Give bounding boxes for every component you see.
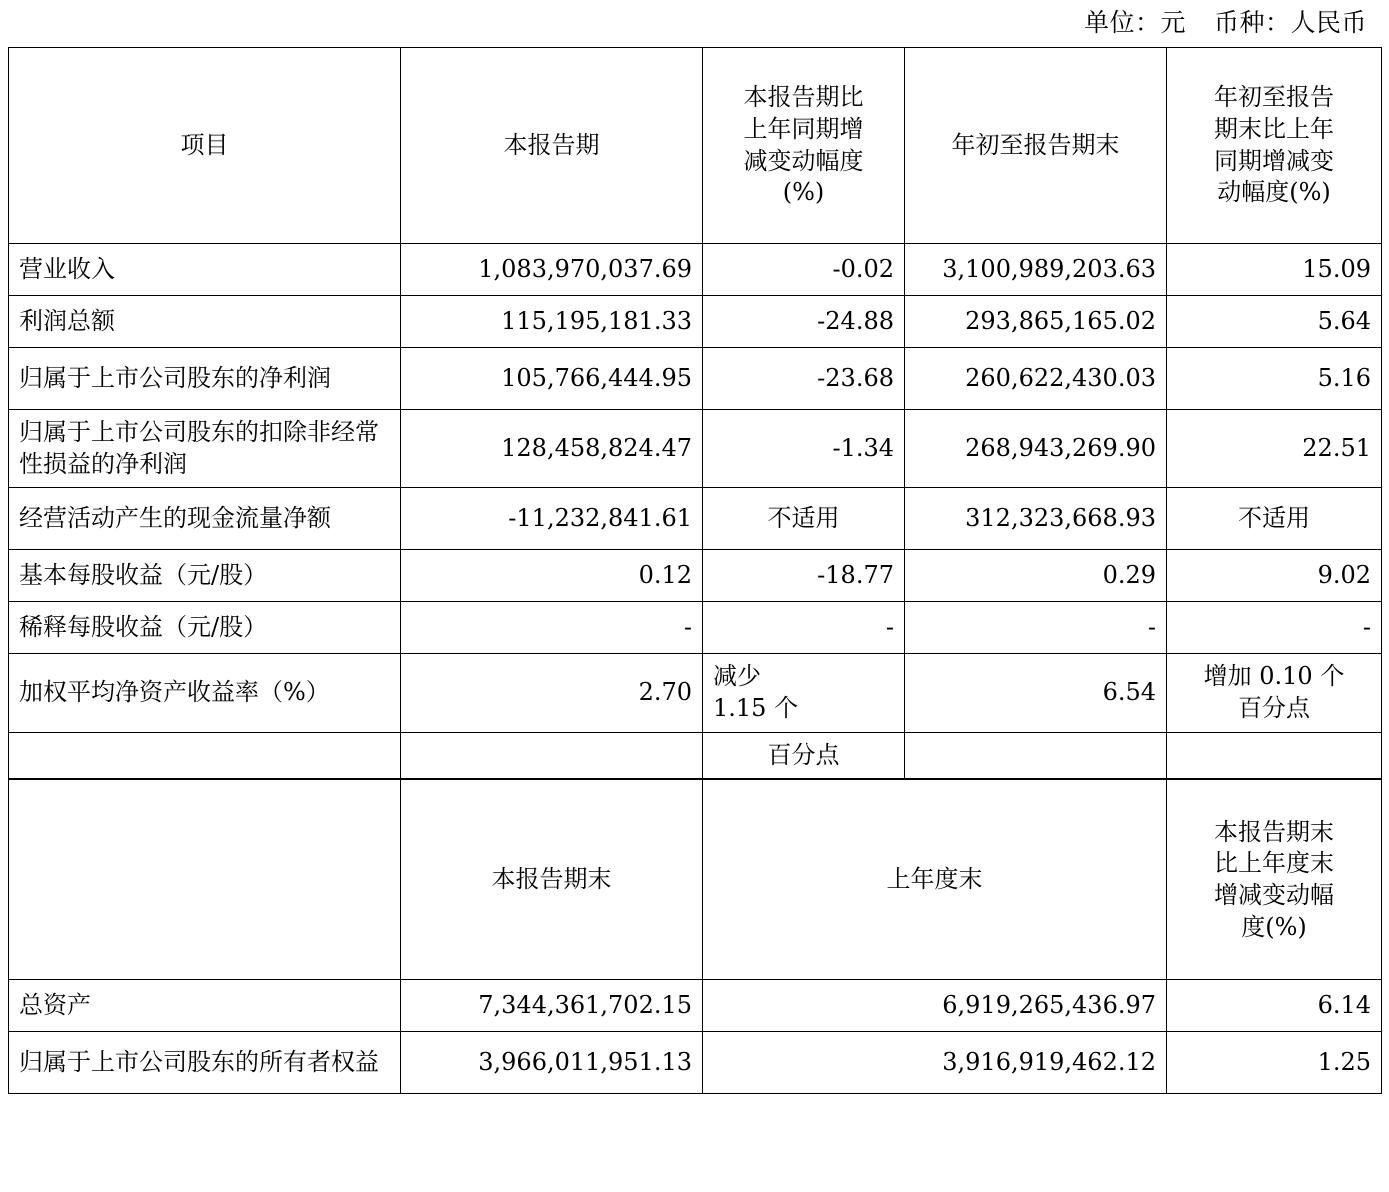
row-label: 经营活动产生的现金流量净额 <box>9 488 401 550</box>
row-label: 营业收入 <box>9 244 401 296</box>
row-label: 总资产 <box>9 980 401 1032</box>
row-change: 6.14 <box>1167 980 1382 1032</box>
row-ytd-change: 15.09 <box>1167 244 1382 296</box>
row-ytd: 293,865,165.02 <box>905 296 1167 348</box>
header-current-change: 本报告期比 上年同期增 减变动幅度 (%) <box>703 48 905 244</box>
table2-header-row <box>9 780 1382 980</box>
header-period-change: 本报告期末 比上年度末 增减变动幅 度(%) <box>1167 780 1382 980</box>
row-change: - <box>703 602 905 654</box>
overflow-empty-ytd <box>905 732 1167 779</box>
row-ytd: 6.54 <box>905 654 1167 732</box>
quarterly-financial-table <box>8 47 1382 779</box>
row-change: 减少 1.15 个 <box>703 654 905 732</box>
row-current: 3,966,011,951.13 <box>401 1032 703 1094</box>
balance-sheet-table <box>8 779 1382 1094</box>
table-row <box>9 1032 1382 1094</box>
row-ytd: - <box>905 602 1167 654</box>
row-label: 归属于上市公司股东的所有者权益 <box>9 1032 401 1094</box>
header-period-end: 本报告期末 <box>401 780 703 980</box>
row-change: -24.88 <box>703 296 905 348</box>
table-row <box>9 654 1382 732</box>
row-ytd-change: 不适用 <box>1167 488 1382 550</box>
row-label: 稀释每股收益（元/股） <box>9 602 401 654</box>
row-current: 1,083,970,037.69 <box>401 244 703 296</box>
currency-label: 币种：人民币 <box>1213 8 1367 37</box>
header-prev-year-end: 上年度末 <box>703 780 1167 980</box>
overflow-change-continued: 百分点 <box>703 732 905 779</box>
header-ytd: 年初至报告期末 <box>905 48 1167 244</box>
row-change: 不适用 <box>703 488 905 550</box>
row-prev: 6,919,265,436.97 <box>703 980 1167 1032</box>
table-row <box>9 488 1382 550</box>
row-current: 0.12 <box>401 550 703 602</box>
row-change: -0.02 <box>703 244 905 296</box>
row-prev: 3,916,919,462.12 <box>703 1032 1167 1094</box>
row-label: 归属于上市公司股东的净利润 <box>9 348 401 410</box>
header-ytd-change: 年初至报告 期末比上年 同期增减变 动幅度(%) <box>1167 48 1382 244</box>
table-header-row <box>9 48 1382 244</box>
row-current: - <box>401 602 703 654</box>
row-change: -1.34 <box>703 410 905 488</box>
row-ytd-change: - <box>1167 602 1382 654</box>
table-row <box>9 348 1382 410</box>
row-ytd-change: 5.64 <box>1167 296 1382 348</box>
header-current-period: 本报告期 <box>401 48 703 244</box>
overflow-empty-ytd-change <box>1167 732 1382 779</box>
row-ytd-change: 9.02 <box>1167 550 1382 602</box>
row-current: 115,195,181.33 <box>401 296 703 348</box>
unit-label: 单位：元 <box>1083 8 1186 37</box>
row-change: 1.25 <box>1167 1032 1382 1094</box>
row-ytd-change: 5.16 <box>1167 348 1382 410</box>
row-label: 归属于上市公司股东的扣除非经常性损益的净利润 <box>9 410 401 488</box>
row-current: -11,232,841.61 <box>401 488 703 550</box>
table-row <box>9 296 1382 348</box>
table-row <box>9 980 1382 1032</box>
row-current: 7,344,361,702.15 <box>401 980 703 1032</box>
row-ytd: 268,943,269.90 <box>905 410 1167 488</box>
row-ytd: 260,622,430.03 <box>905 348 1167 410</box>
table-row <box>9 244 1382 296</box>
row-current: 128,458,824.47 <box>401 410 703 488</box>
row-ytd: 312,323,668.93 <box>905 488 1167 550</box>
row-change: -18.77 <box>703 550 905 602</box>
header-empty <box>9 780 401 980</box>
row-ytd: 3,100,989,203.63 <box>905 244 1167 296</box>
overflow-empty-item <box>9 732 401 779</box>
row-current: 105,766,444.95 <box>401 348 703 410</box>
row-label: 利润总额 <box>9 296 401 348</box>
table-overflow-row <box>9 732 1382 779</box>
overflow-empty-current <box>401 732 703 779</box>
unit-currency-line <box>8 0 1381 47</box>
row-current: 2.70 <box>401 654 703 732</box>
table-row <box>9 410 1382 488</box>
row-label: 基本每股收益（元/股） <box>9 550 401 602</box>
row-change: -23.68 <box>703 348 905 410</box>
table-row <box>9 550 1382 602</box>
row-label: 加权平均净资产收益率（%） <box>9 654 401 732</box>
row-ytd: 0.29 <box>905 550 1167 602</box>
row-ytd-change: 增加 0.10 个 百分点 <box>1167 654 1382 732</box>
row-ytd-change: 22.51 <box>1167 410 1382 488</box>
header-item: 项目 <box>9 48 401 244</box>
table-row <box>9 602 1382 654</box>
